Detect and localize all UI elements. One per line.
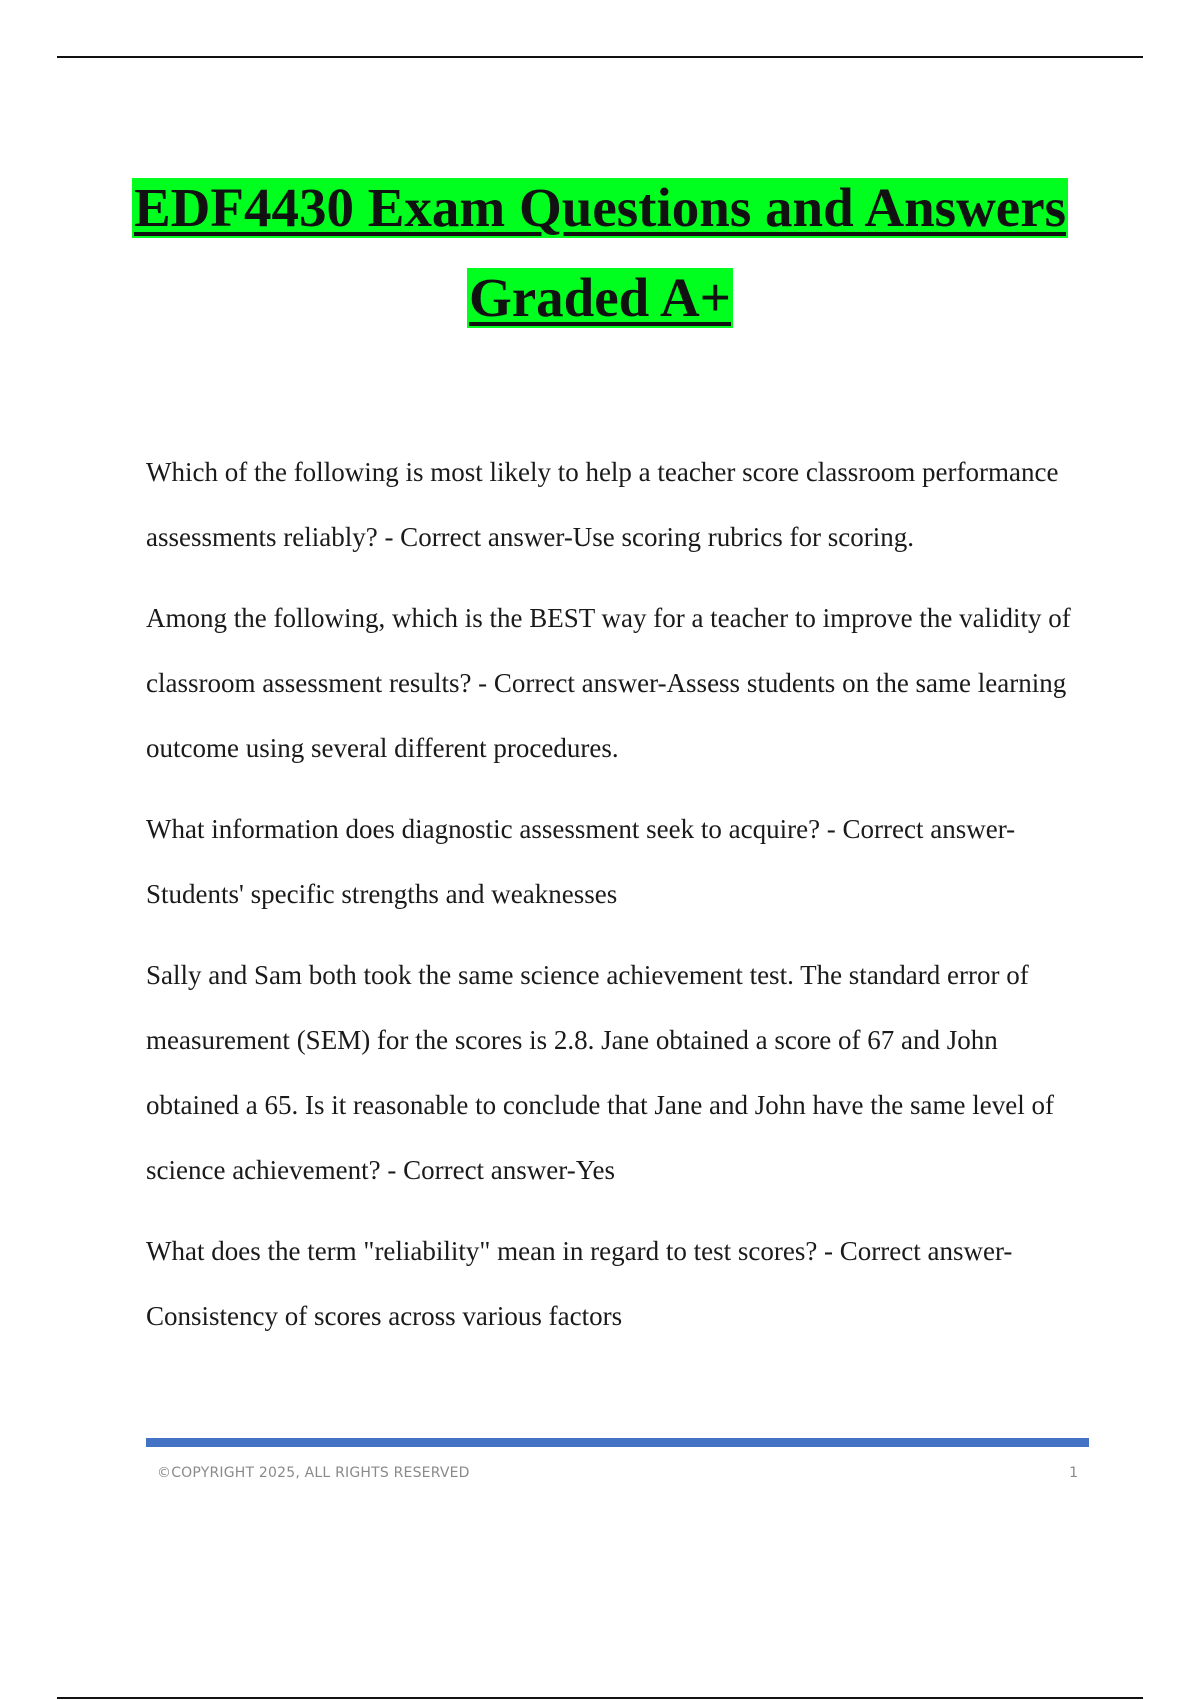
qa-entry-5: What does the term "reliability" mean in regard to test scores? - Correct answer-Consistency of scores across various factors [146, 1236, 1013, 1331]
top-rule [57, 56, 1143, 58]
title-line-1: EDF4430 Exam Questions and Answers [133, 177, 1067, 238]
document-title [0, 178, 1200, 328]
qa-entry-4: Sally and Sam both took the same science achievement test. The standard error of measurement (SEM) for the scores is 2.8. Jane obtained a score of 67 and John obtained a 65. Is it reasonable to conclude that Jane and John have the same level of science achievement? - Correct answer-Yes [146, 960, 1054, 1185]
qa-entry-1: Which of the following is most likely to help a teacher score classroom performance assessments reliably? - Correct answer-Use scoring rubrics for scoring. [146, 457, 1059, 552]
qa-entry-3: What information does diagnostic assessment seek to acquire? - Correct answer-Students' specific strengths and weaknesses [146, 814, 1016, 909]
bottom-rule [57, 1697, 1143, 1699]
qa-list [146, 440, 1091, 1365]
footer-bar [146, 1438, 1089, 1447]
qa-entry-2: Among the following, which is the BEST way for a teacher to improve the validity of classroom assessment results? - Correct answer-Assess students on the same learning outcome using several different procedures. [146, 603, 1071, 763]
page-number: 1 [1069, 1465, 1078, 1481]
title-line-2: Graded A+ [468, 267, 732, 328]
footer-copyright: ©COPYRIGHT 2025, ALL RIGHTS RESERVED [157, 1465, 470, 1481]
